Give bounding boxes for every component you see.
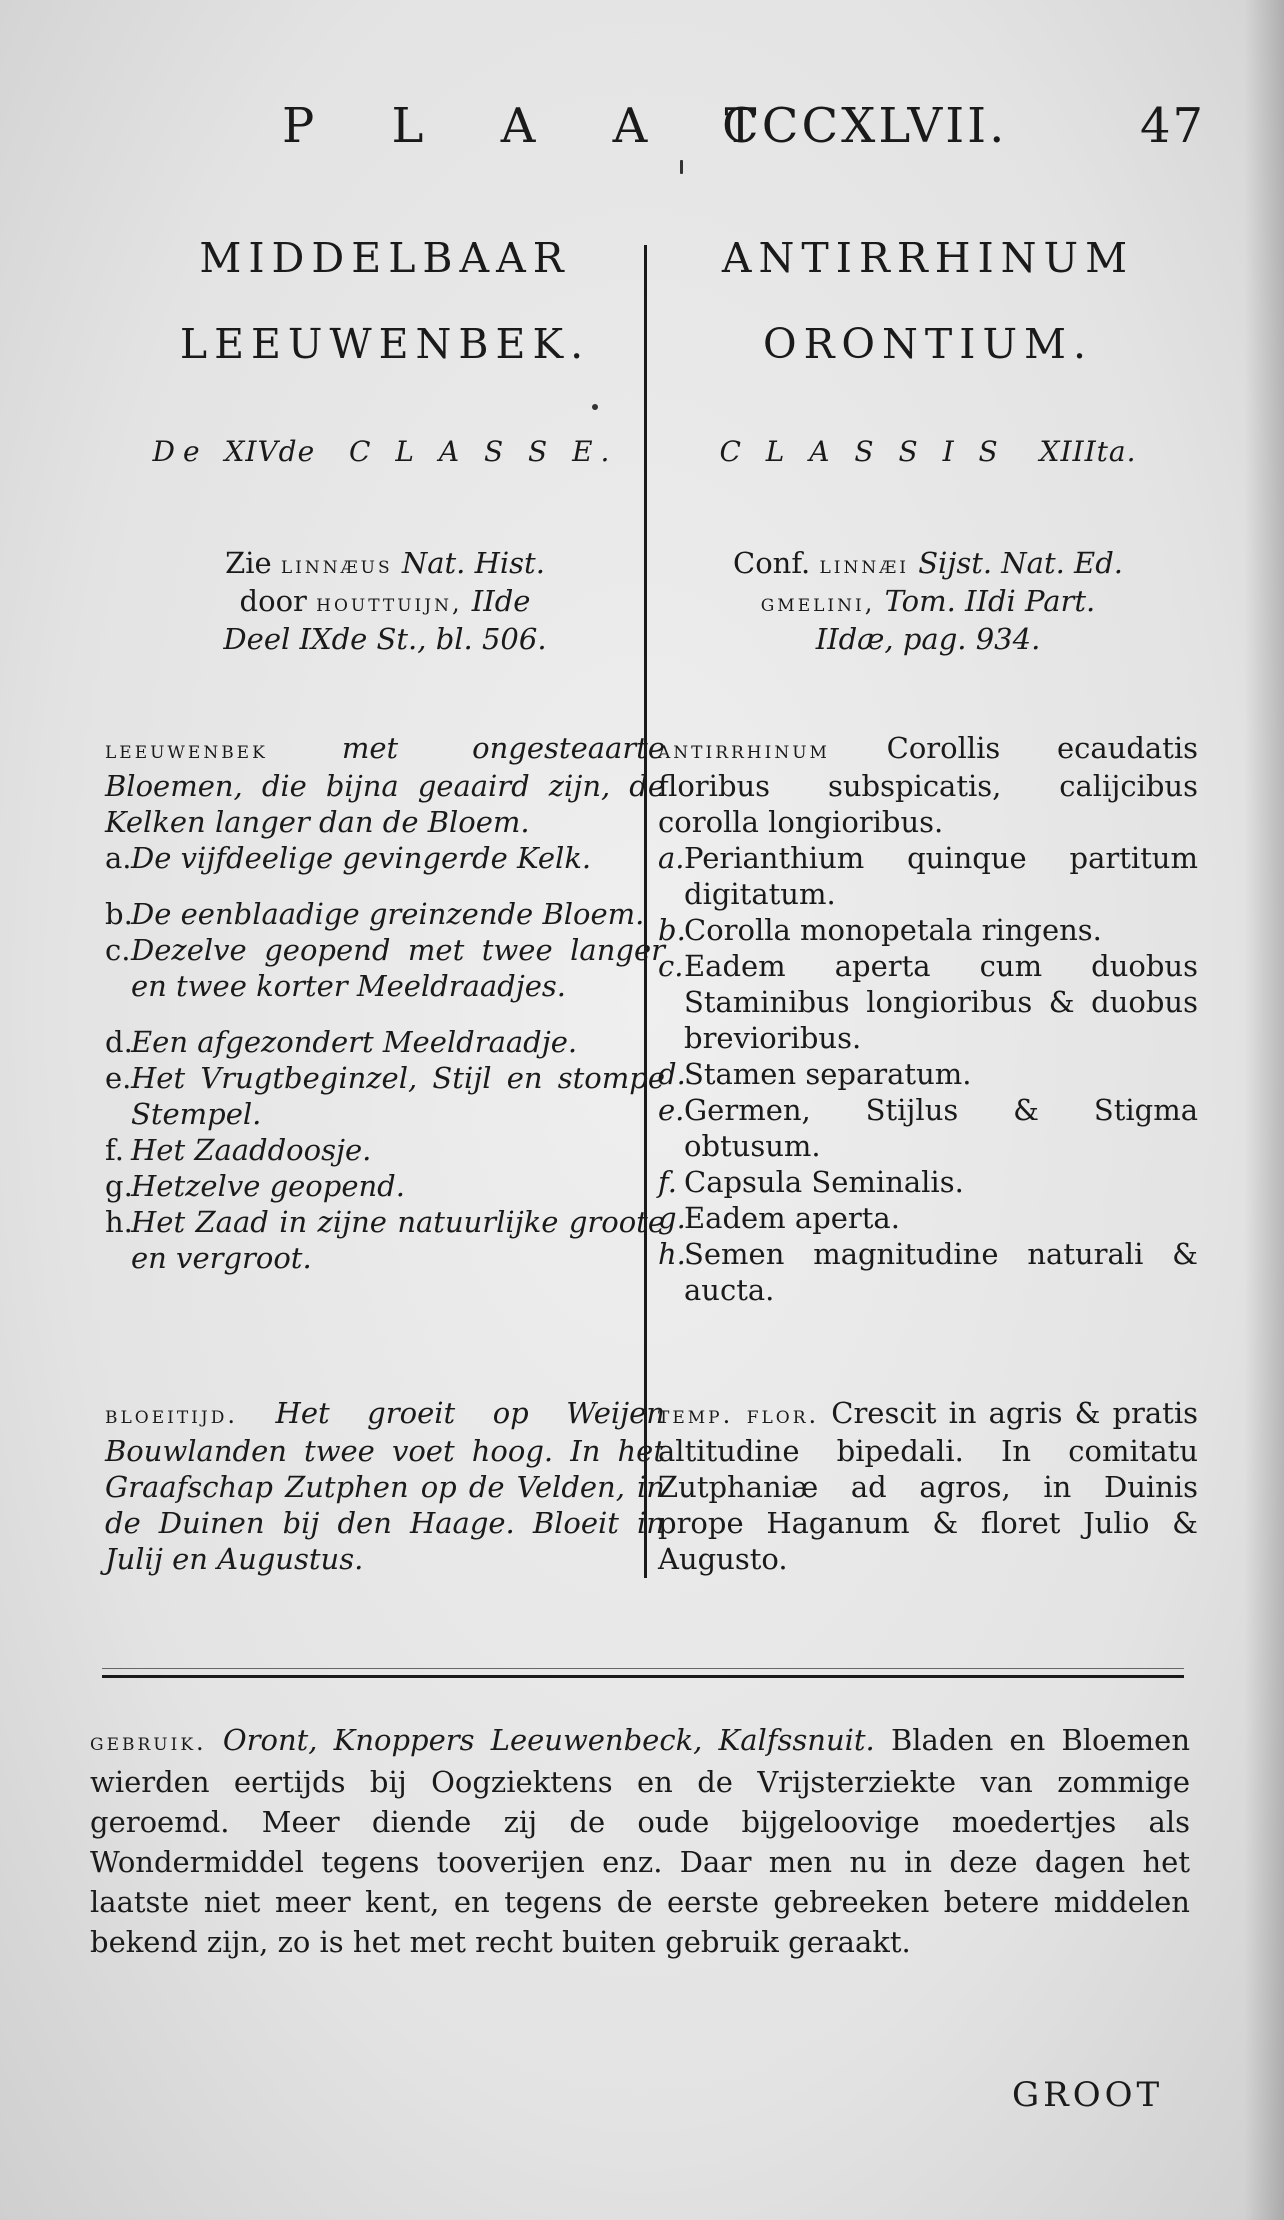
ref-zie: Zie: [225, 546, 272, 580]
latin-reference: [658, 545, 1198, 657]
dutch-desc-name: leeuwenbek: [105, 736, 268, 764]
dutch-item-d: d. Een afgezondert Meeldraadje.: [105, 1025, 578, 1059]
latin-desc-text: Corollis ecaudatis floribus subspicatis, calijcibus corolla longioribus.: [658, 731, 1198, 839]
temp-flor-text: Crescit in agris & pratis altitudine bipedali. In comitatu Zutphaniæ ad agros, in Duinis prope Haganum & floret Julio & Augusto.: [658, 1396, 1198, 1576]
dutch-item-a: a. De vijfdeelige gevingerde Kelk.: [105, 841, 592, 875]
dutch-item-c: c. Dezelve geopend met twee langer en twee korter Meeldraadjes.: [105, 933, 665, 1003]
dutch-title-line-1: MIDDELBAAR: [199, 234, 571, 282]
latin-item-b: b. Corolla monopetala ringens.: [658, 913, 1102, 947]
latin-item-d: d. Stamen separatum.: [658, 1057, 972, 1091]
classis-label: C L A S S I S: [719, 435, 1006, 468]
ref-volume-line: Deel IXde St., bl. 506.: [223, 622, 547, 656]
ref-linnaei: linnæi: [819, 551, 909, 579]
dutch-item-f: f. Het Zaaddoosje.: [105, 1133, 372, 1167]
latin-item-h: h. Semen magnitudine naturali & aucta.: [658, 1237, 1198, 1307]
latin-item-e: e. Germen, Stijlus & Stigma obtusum.: [658, 1093, 1198, 1163]
dutch-description-block: [105, 730, 665, 1276]
classe-prefix: De: [152, 435, 208, 468]
latin-title-line-2: ORONTIUM.: [762, 320, 1094, 368]
latin-item-a: a. Perianthium quinque partitum digitatum.: [658, 841, 1198, 911]
latin-item-g: g. Eadem aperta.: [658, 1201, 900, 1235]
gebruik-paragraph: [90, 1720, 1190, 1962]
plaat-label: P L A A T: [282, 98, 775, 154]
running-header: [250, 98, 1206, 168]
latin-column: [658, 215, 1198, 387]
dutch-bloeitijd: [105, 1395, 665, 1577]
ref-door: door: [239, 584, 307, 618]
latin-classis: [658, 435, 1198, 468]
ref-deel: IIde: [471, 584, 531, 618]
ref-sijst-nat: Sijst. Nat. Ed.: [918, 546, 1123, 580]
ref-linnaeus: linnæus: [280, 551, 393, 579]
dutch-description: [105, 730, 665, 840]
ink-speck: [592, 404, 598, 410]
dutch-column: [105, 215, 665, 387]
ref-tom: Tom. IIdi Part.: [884, 584, 1096, 618]
dutch-item-b: b. De eenblaadige greinzende Bloem.: [105, 897, 645, 931]
dutch-item-g: g. Hetzelve geopend.: [105, 1169, 405, 1203]
ref-gmelini: gmelini,: [760, 589, 876, 617]
latin-temp-flor: [658, 1395, 1198, 1577]
latin-item-f: f. Capsula Seminalis.: [658, 1165, 964, 1199]
plate-number: CCCXLVII.: [722, 98, 1008, 154]
section-rule: [102, 1675, 1184, 1678]
page-edge-shadow: [1244, 0, 1284, 2220]
latin-desc-name: antirrhinum: [658, 736, 830, 764]
gebruik-text: Bladen en Bloemen wierden eertijds bij Oogziektens en de Vrijsterziekte van zommige geroemd. Meer diende zij de oude bijgeloovige moedertjes als Wondermiddel tegens tooverijen enz. Daar men nu in deze dagen het laatste niet meer kent, en tegens de eerste gebreeken betere middelen bekend zijn, zo is het met recht buiten gebruik geraakt.: [90, 1723, 1190, 1959]
latin-title-line-1: ANTIRRHINUM: [721, 234, 1135, 282]
ref-pag-line: IIdæ, pag. 934.: [815, 622, 1041, 656]
page-number: 47: [1140, 98, 1206, 154]
classe-label: C L A S S E.: [349, 435, 618, 468]
dutch-classe: [105, 435, 665, 468]
latin-item-c: c. Eadem aperta cum duobus Staminibus longioribus & duobus brevioribus.: [658, 949, 1198, 1055]
ref-conf: Conf.: [733, 546, 811, 580]
latin-description: [658, 730, 1198, 840]
gebruik-names: Oront, Knoppers Leeuwenbeck, Kalfssnuit.: [222, 1723, 875, 1757]
gebruik-label: gebruik.: [90, 1728, 207, 1756]
dutch-title-line-2: LEEUWENBEK.: [179, 320, 591, 368]
ink-speck: [680, 160, 683, 174]
dutch-item-e: e. Het Vrugtbeginzel, Stijl en stompe Stempel.: [105, 1061, 665, 1131]
temp-flor-label: temp. flor.: [658, 1401, 820, 1429]
section-rule-thin: [102, 1668, 1184, 1669]
latin-description-block: [658, 730, 1198, 1308]
classis-number: XIIIta.: [1039, 435, 1137, 468]
bloeitijd-text: Het groeit op Weijen Bouwlanden twee voet hoog. In het Graafschap Zutphen op de Velden, in de Duinen bij den Haage. Bloeit in Julij en Augustus.: [105, 1396, 665, 1576]
bloeitijd-label: bloeitijd.: [105, 1401, 238, 1429]
catchword: GROOT: [1012, 2075, 1164, 2115]
ref-houttuijn: houttuijn,: [316, 589, 463, 617]
classe-number: XIVde: [224, 435, 316, 468]
dutch-reference: [105, 545, 665, 657]
dutch-item-h: h. Het Zaad in zijne natuurlijke groote en vergroot.: [105, 1205, 665, 1275]
dutch-desc-text: met ongesteaarte Bloemen, die bijna geaaird zijn, de Kelken langer dan de Bloem.: [105, 731, 665, 839]
ref-nat-hist: Nat. Hist.: [401, 546, 545, 580]
